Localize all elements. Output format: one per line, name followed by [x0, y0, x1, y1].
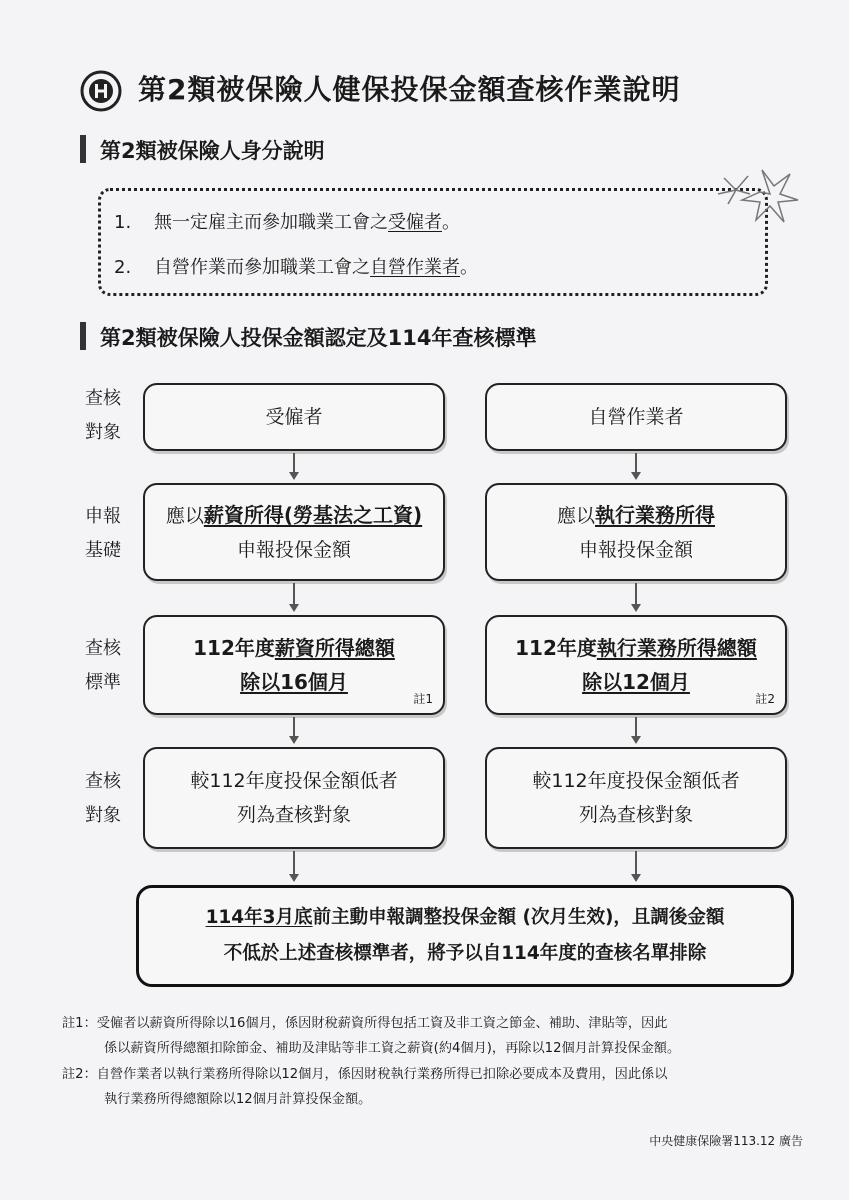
flower-icon [706, 160, 802, 230]
footnote-1 [62, 1012, 667, 1036]
right-standard-term: 執行業務所得總額 [596, 636, 757, 660]
row-label-subject [80, 382, 126, 450]
identity-item-term: 自營作業者 [370, 257, 460, 278]
left-basis-box [143, 483, 445, 581]
arrow-line [635, 851, 637, 875]
arrow-down-icon [631, 874, 641, 882]
left-basis-term: 薪資所得(勞基法之工資) [203, 502, 423, 527]
footnote-label: 註1： [62, 1016, 97, 1031]
arrow-down-icon [289, 472, 299, 480]
row-label-standard [80, 632, 126, 700]
right-subject: 自營作業者 [588, 406, 684, 428]
right-basis-line2: 申報投保金額 [578, 538, 693, 561]
identity-item-2 [114, 253, 478, 279]
final-line1 [206, 900, 725, 936]
footnote-2 [62, 1063, 667, 1087]
arrow-line [293, 851, 295, 875]
right-target-line2: 列為查核對象 [578, 804, 693, 826]
page-title: 第2類被保險人健保投保金額查核作業說明 [138, 73, 681, 106]
row-label-top: 查核 [85, 388, 121, 409]
identity-item-text: 自營作業而參加職業工會之 [154, 257, 370, 278]
arrow-down-icon [631, 604, 641, 612]
final-line2: 不低於上述查核標準者，將予以自114年度的查核名單排除 [223, 943, 707, 964]
right-target-line1: 較112年度投保金額低者 [532, 770, 740, 792]
left-target-line2: 列為查核對象 [236, 804, 351, 826]
right-standard-note: 註2 [755, 692, 775, 706]
left-standard-line1 [193, 631, 395, 665]
identity-item-suffix: 。 [442, 212, 460, 233]
footer-credit: 中央健康保險署113.12 廣告 [649, 1134, 803, 1148]
left-target-line1: 較112年度投保金額低者 [190, 770, 398, 792]
left-subject: 受僱者 [265, 406, 323, 428]
identity-item-suffix: 。 [460, 257, 478, 278]
right-basis-box [485, 483, 787, 581]
arrow-line [635, 583, 637, 605]
left-standard-prefix: 112年度 [193, 636, 275, 660]
section-title-identity: 第2類被保險人身分說明 [100, 139, 325, 163]
final-deadline: 114年3月底 [205, 907, 313, 928]
identity-item-text: 無一定雇主而參加職業工會之 [154, 212, 388, 233]
right-standard-box [485, 615, 787, 715]
final-result-box [136, 885, 794, 987]
right-basis-line1 [557, 498, 715, 533]
arrow-down-icon [631, 472, 641, 480]
arrow-down-icon [631, 736, 641, 744]
section-bar [80, 135, 86, 163]
left-basis-prefix: 應以 [165, 504, 204, 527]
identity-item-number: 2. [114, 257, 132, 278]
right-target-box [485, 747, 787, 849]
left-target-box [143, 747, 445, 849]
footnote-2-cont: 執行業務所得總額除以12個月計算投保金額。 [104, 1092, 372, 1107]
identity-box [98, 188, 768, 296]
right-basis-prefix: 應以 [556, 504, 595, 527]
section-bar [80, 322, 86, 350]
footnote-text: 受僱者以薪資所得除以16個月，係因財稅薪資所得包括工資及非工資之節金、補助、津貼等，因此 [96, 1016, 668, 1031]
row-label-bottom: 基礎 [85, 540, 121, 561]
left-standard-note: 註1 [413, 692, 433, 706]
row-label-basis [80, 500, 126, 568]
footnote-1-cont: 係以薪資所得總額扣除節金、補助及津貼等非工資之薪資(約4個月)，再除以12個月計算投保金額。 [104, 1041, 681, 1056]
identity-item-term: 受僱者 [388, 212, 442, 233]
row-label-top: 查核 [85, 771, 121, 792]
right-standard-prefix: 112年度 [515, 636, 597, 660]
arrow-line [293, 583, 295, 605]
row-label-top: 申報 [85, 506, 121, 527]
arrow-line [293, 717, 295, 737]
arrow-line [293, 453, 295, 473]
right-standard-line2: 除以12個月 [582, 670, 690, 694]
identity-item-1 [114, 208, 460, 234]
row-label-target [80, 765, 126, 833]
arrow-line [635, 453, 637, 473]
left-standard-line2: 除以16個月 [240, 670, 348, 694]
final-line1-rest: 前主動申報調整投保金額 (次月生效)，且調後金額 [312, 907, 725, 928]
left-standard-term: 薪資所得總額 [274, 636, 395, 660]
arrow-down-icon [289, 874, 299, 882]
footnote-label: 註2： [62, 1067, 97, 1082]
left-basis-line2: 申報投保金額 [236, 538, 351, 561]
left-basis-line1 [166, 498, 422, 533]
row-label-bottom: 對象 [85, 422, 121, 443]
arrow-down-icon [289, 604, 299, 612]
row-label-bottom: 對象 [85, 805, 121, 826]
identity-item-number: 1. [114, 212, 132, 233]
arrow-down-icon [289, 736, 299, 744]
row-label-top: 查核 [85, 638, 121, 659]
right-standard-line1 [515, 631, 757, 665]
left-subject-box [143, 383, 445, 451]
right-subject-box [485, 383, 787, 451]
right-basis-term: 執行業務所得 [595, 502, 715, 527]
nhi-logo-icon [80, 70, 122, 112]
row-label-bottom: 標準 [85, 672, 121, 693]
section-title-standards: 第2類被保險人投保金額認定及114年查核標準 [100, 326, 537, 350]
left-standard-box [143, 615, 445, 715]
arrow-line [635, 717, 637, 737]
footnote-text: 自營作業者以執行業務所得除以12個月，係因財稅執行業務所得已扣除必要成本及費用，因此係以 [96, 1067, 668, 1082]
